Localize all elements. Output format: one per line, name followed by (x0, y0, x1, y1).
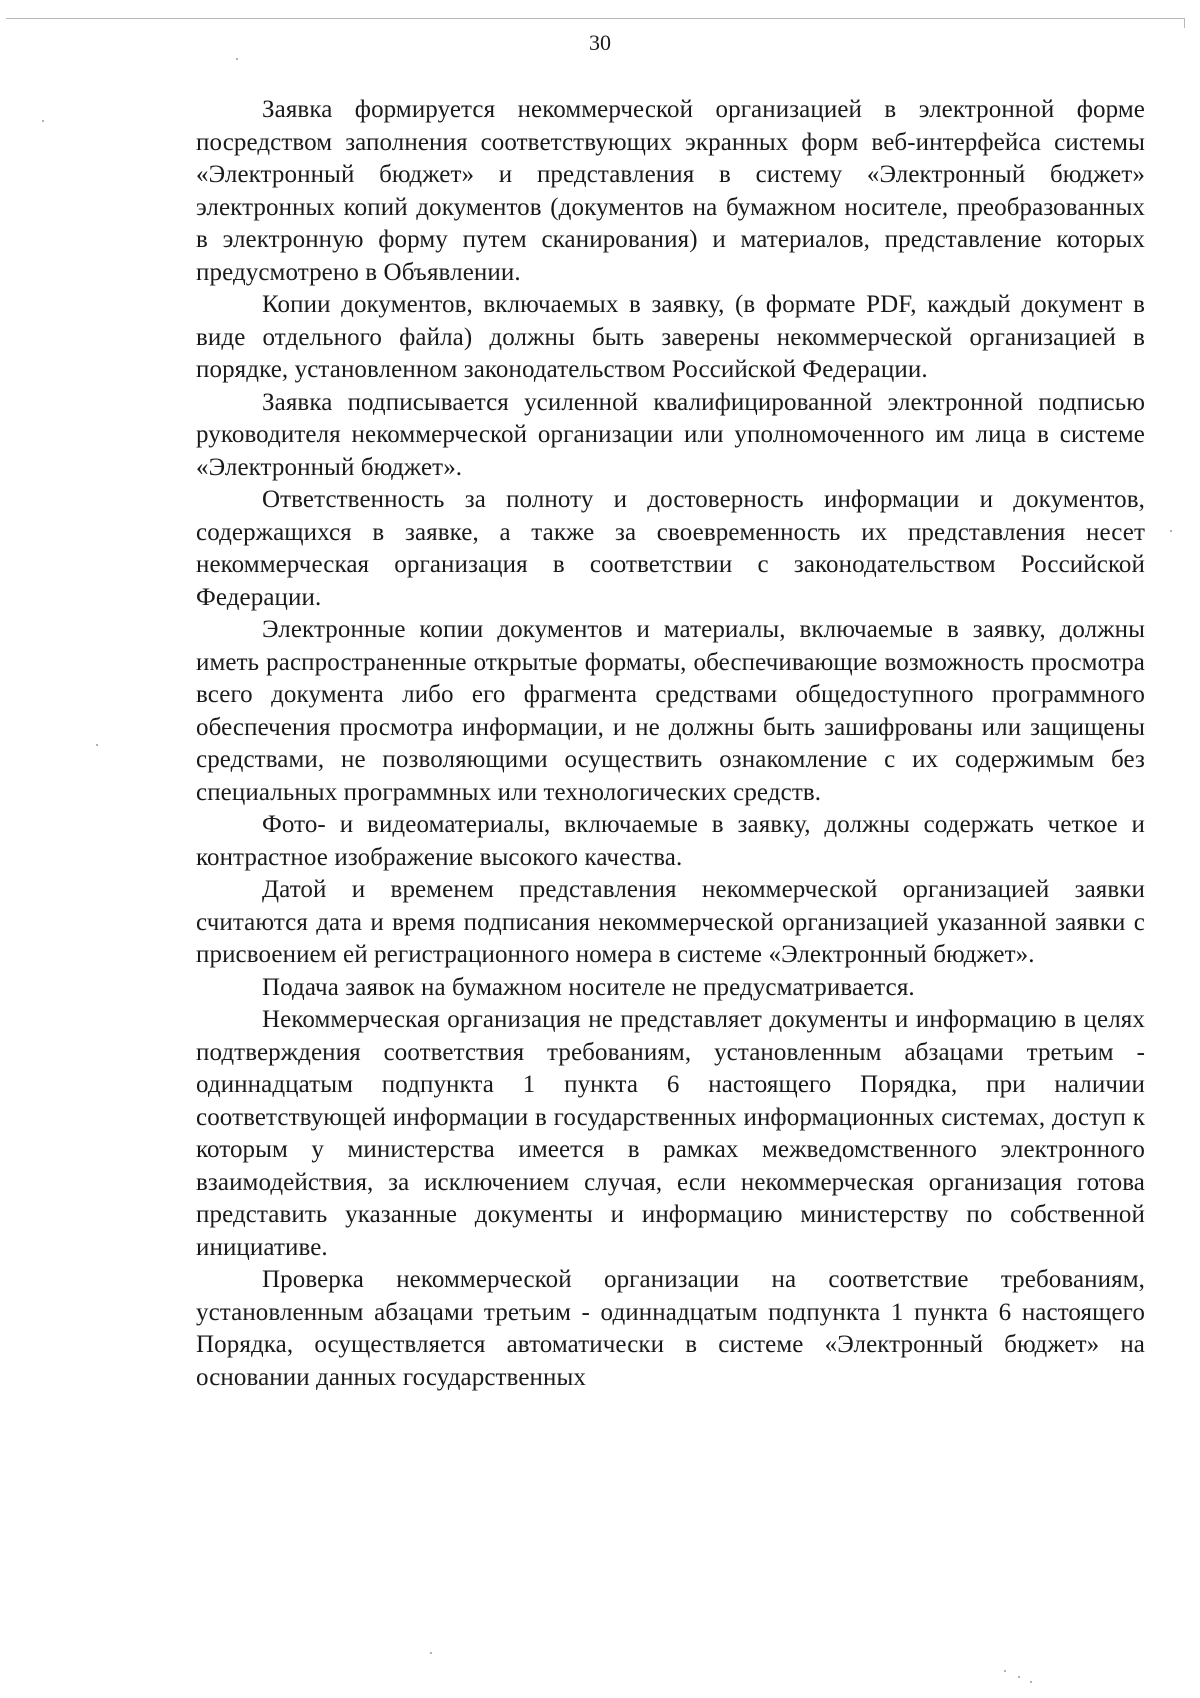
paragraph-document-copies: Копии документов, включаемых в заявку, (в формате PDF, каждый документ в виде отдельного файла) должны быть заверены некоммерческой организацией в порядке, установленном законодательством Российской Федерации. (196, 291, 1145, 383)
scan-speck (430, 1652, 432, 1654)
paragraph-submission-date: Датой и временем представления некоммерческой организацией заявки считаются дата и время подписания некоммерческой организацией указанной заявки с присвоением ей регистрационного номера в системе «Электронный бюджет». (196, 876, 1145, 968)
scan-speck (236, 58, 238, 60)
paragraph-interagency-info: Некоммерческая организация не представляет документы и информацию в целях подтверждения соответствия требованиям, установленным абзацами третьим - одиннадцатым подпункта 1 пункта 6 настоящего Порядка, при наличии соответствующей информации в государственных информационных системах, доступ к которым у министерства имеется в рамках межведомственного электронного взаимодействия, за исключением случая, если некоммерческая организация готова представить указанные документы и информацию министерству по собственной инициативе. (196, 1006, 1145, 1261)
paragraph-electronic-formats: Электронные копии документов и материалы, включаемые в заявку, должны иметь распространенные открытые форматы, обеспечивающие возможность просмотра всего документа либо его фрагмента средствами общедоступного программного обеспечения просмотра информации, и не должны быть зашифрованы или защищены средствами, не позволяющими осуществить ознакомление с их содержимым без специальных программных или технологических средств. (196, 616, 1145, 806)
paragraph-media: Фото- и видеоматериалы, включаемые в заявку, должны содержать четкое и контрастное изображение высокого качества. (196, 811, 1145, 871)
paragraph-application-formation: Заявка формируется некоммерческой организацией в электронной форме посредством заполнения соответствующих экранных форм веб-интерфейса системы «Электронный бюджет» и представления в систему «Электронный бюджет» электронных копий документов (документов на бумажном носителе, преобразованных в электронную форму путем сканирования) и материалов, представление которых предусмотрено в Объявлении. (196, 96, 1145, 286)
scan-edge-right (1184, 18, 1185, 28)
paragraph-signature: Заявка подписывается усиленной квалифицированной электронной подписью руководителя некоммерческой организации или уполномоченного им лица в системе «Электронный бюджет». (196, 388, 1145, 481)
paragraph-automatic-check: Проверка некоммерческой организации на соответствие требованиям, установленным абзацами третьим - одиннадцатым подпункта 1 пункта 6 настоящего Порядка, осуществляется автоматически в системе «Электронный бюджет» на основании данных государственных (196, 1266, 1145, 1391)
paragraph-responsibility: Ответственность за полноту и достоверность информации и документов, содержащихся в заявке, а также за своевременность их представления несет некоммерческая организация в соответствии с законодательством Российской Федерации. (196, 486, 1145, 611)
scan-speck (1018, 1676, 1020, 1678)
scan-speck (96, 744, 98, 746)
page-number: 30 (589, 30, 611, 55)
scan-speck (42, 120, 44, 122)
scan-speck (1004, 1670, 1006, 1672)
scan-speck (1170, 530, 1172, 532)
paragraph-no-paper: Подача заявок на бумажном носителе не предусматривается. (262, 973, 915, 1001)
scan-speck (1030, 1681, 1032, 1683)
document-body (196, 94, 1145, 1394)
scan-edge-top (6, 18, 1184, 19)
